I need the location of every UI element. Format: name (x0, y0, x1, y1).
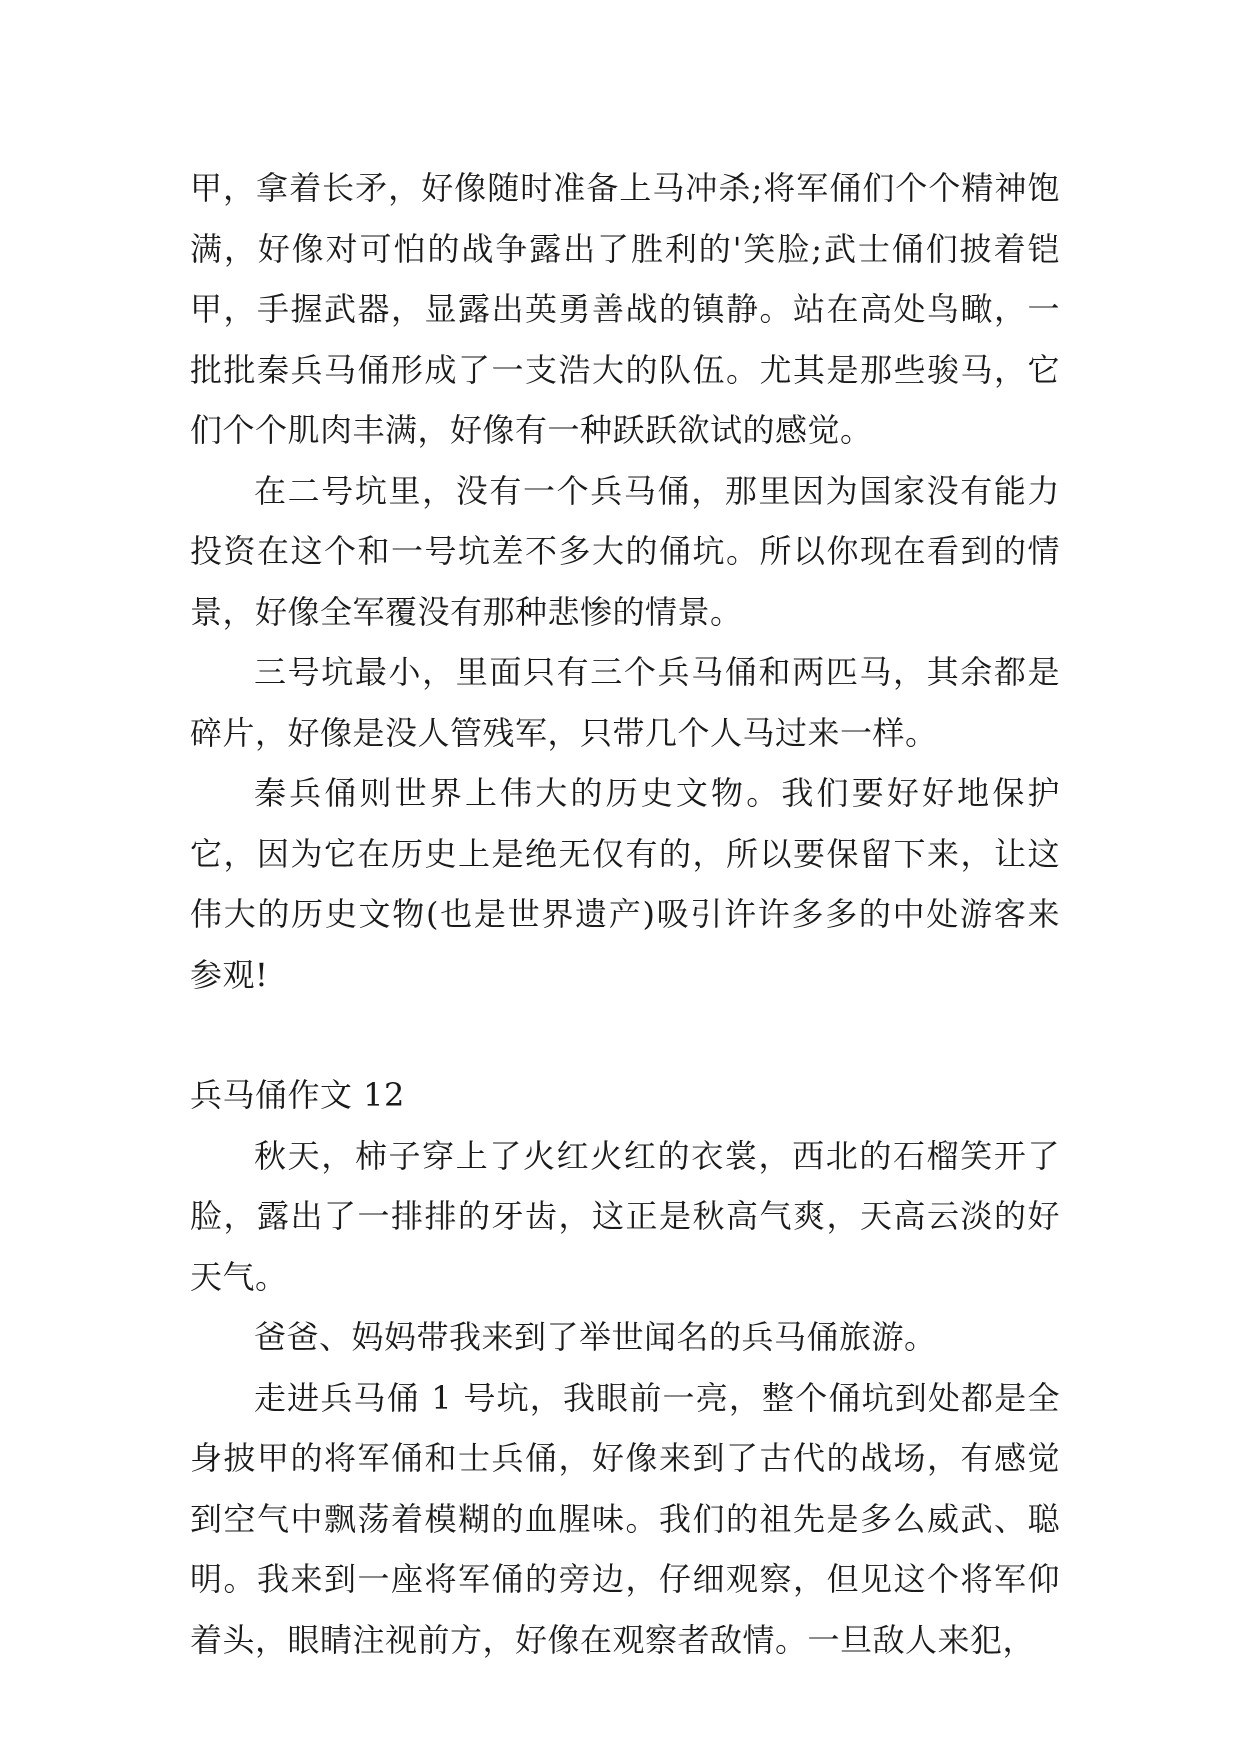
paragraph-pit-two: 在二号坑里，没有一个兵马俑，那里因为国家没有能力投资在这个和一号坑差不多大的俑坑。所以你现在看到的情景，好像全军覆没有那种悲惨的情景。 (190, 471, 1060, 631)
paragraph-pit-three: 三号坑最小，里面只有三个兵马俑和两匹马，其余都是碎片，好像是没人管残军，只带几个人马过来一样。 (190, 653, 1060, 752)
paragraph-trip: 爸爸、妈妈带我来到了举世闻名的兵马俑旅游。 (254, 1318, 937, 1356)
document-body (190, 158, 1060, 1670)
paragraph-conclusion: 秦兵俑则世界上伟大的历史文物。我们要好好地保护它，因为它在历史上是绝无仅有的，所以要保留下来，让这伟大的历史文物(也是世界遗产)吸引许许多多的中处游客来参观! (190, 774, 1060, 994)
paragraph-pit-one: 走进兵马俑 1 号坑，我眼前一亮，整个俑坑到处都是全身披甲的将军俑和士兵俑，好像来到了古代的战场，有感觉到空气中飘荡着模糊的血腥味。我们的祖先是多么威武、聪明。我来到一座将军俑的旁边，仔细观察，但见这个将军仰着头，眼睛注视前方，好像在观察者敌情。一旦敌人来犯， (190, 1378, 1060, 1659)
paragraph-autumn: 秋天，柿子穿上了火红火红的衣裳，西北的石榴笑开了脸，露出了一排排的牙齿，这正是秋高气爽，天高云淡的好天气。 (190, 1136, 1060, 1296)
section-title: 兵马俑作文 12 (190, 1076, 405, 1114)
paragraph-continued: 甲，拿着长矛，好像随时准备上马冲杀;将军俑们个个精神饱满，好像对可怕的战争露出了胜利的'笑脸;武士俑们披着铠甲，手握武器，显露出英勇善战的镇静。站在高处鸟瞰，一批批秦兵马俑形成了一支浩大的队伍。尤其是那些骏马，它们个个肌肉丰满，好像有一种跃跃欲试的感觉。 (190, 169, 1060, 449)
